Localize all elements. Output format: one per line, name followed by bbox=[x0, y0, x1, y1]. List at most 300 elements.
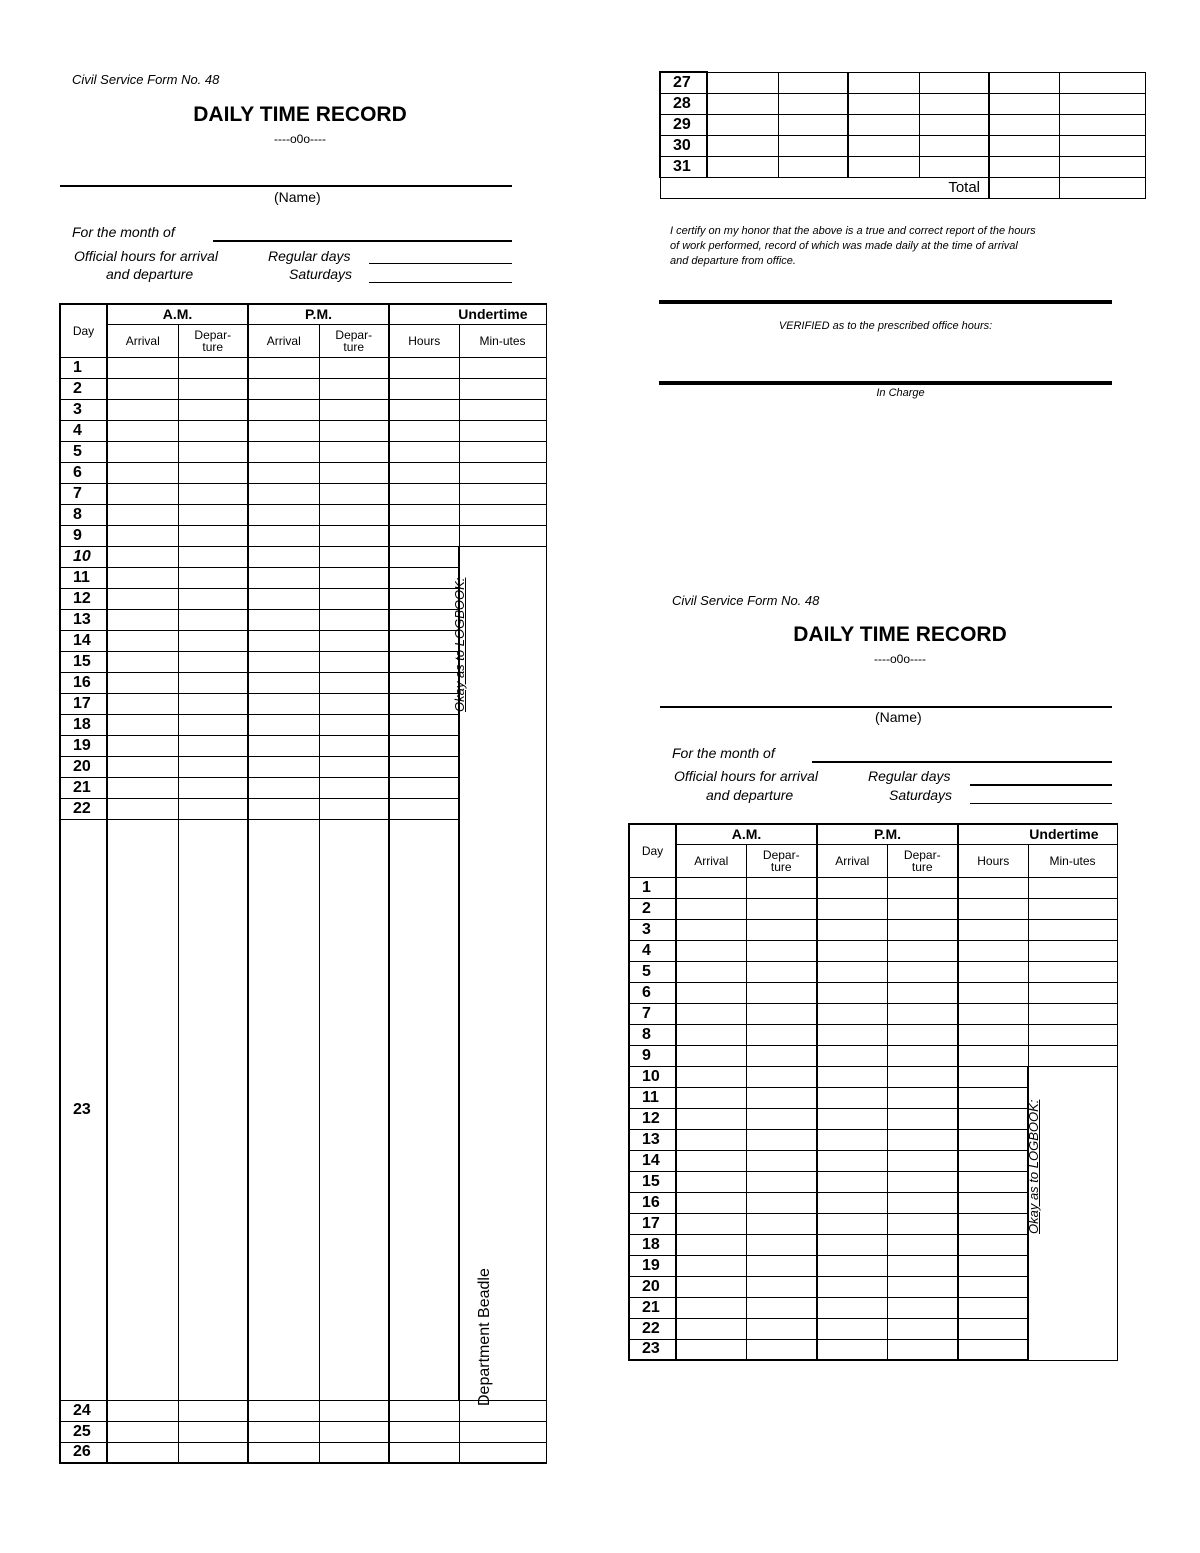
am-departure-cell[interactable] bbox=[178, 546, 248, 567]
undertime-hours-cell[interactable] bbox=[989, 114, 1059, 135]
am-arrival-cell[interactable] bbox=[676, 1024, 746, 1045]
pm-arrival-cell[interactable] bbox=[248, 609, 319, 630]
pm-departure-cell[interactable] bbox=[319, 462, 389, 483]
am-arrival-cell[interactable] bbox=[676, 1129, 746, 1150]
pm-arrival-cell[interactable] bbox=[248, 1442, 319, 1463]
pm-departure-cell[interactable] bbox=[319, 588, 389, 609]
pm-arrival-cell[interactable] bbox=[817, 1024, 887, 1045]
undertime-hours-cell[interactable] bbox=[958, 919, 1028, 940]
am-departure-cell[interactable] bbox=[178, 819, 248, 1400]
am-arrival-cell[interactable] bbox=[707, 93, 778, 114]
pm-departure-cell[interactable] bbox=[319, 777, 389, 798]
am-arrival-cell[interactable] bbox=[107, 483, 178, 504]
pm-arrival-cell[interactable] bbox=[817, 1255, 887, 1276]
pm-arrival-cell[interactable] bbox=[817, 1171, 887, 1192]
am-arrival-cell[interactable] bbox=[676, 1045, 746, 1066]
pm-arrival-cell[interactable] bbox=[248, 735, 319, 756]
undertime-hours-cell[interactable] bbox=[389, 735, 459, 756]
am-arrival-cell[interactable] bbox=[676, 919, 746, 940]
pm-arrival-cell[interactable] bbox=[817, 919, 887, 940]
undertime-hours-cell[interactable] bbox=[389, 525, 459, 546]
pm-departure-cell[interactable] bbox=[319, 714, 389, 735]
pm-arrival-cell[interactable] bbox=[248, 378, 319, 399]
pm-departure-cell[interactable] bbox=[319, 504, 389, 525]
am-departure-cell[interactable] bbox=[178, 399, 248, 420]
pm-arrival-cell[interactable] bbox=[248, 420, 319, 441]
pm-arrival-cell[interactable] bbox=[248, 525, 319, 546]
pm-departure-cell[interactable] bbox=[887, 1276, 958, 1297]
am-arrival-cell[interactable] bbox=[707, 135, 778, 156]
am-arrival-cell[interactable] bbox=[707, 114, 778, 135]
undertime-hours-cell[interactable] bbox=[958, 1045, 1028, 1066]
undertime-minutes-cell[interactable] bbox=[1028, 1045, 1117, 1066]
am-arrival-cell[interactable] bbox=[107, 735, 178, 756]
undertime-hours-cell[interactable] bbox=[958, 877, 1028, 898]
pm-departure-cell[interactable] bbox=[887, 1108, 958, 1129]
undertime-minutes-cell[interactable] bbox=[459, 504, 546, 525]
undertime-hours-cell[interactable] bbox=[989, 72, 1059, 93]
am-arrival-cell[interactable] bbox=[676, 1108, 746, 1129]
in-charge-label: In Charge bbox=[876, 387, 925, 399]
pm-departure-cell[interactable] bbox=[887, 919, 958, 940]
undertime-hours-cell[interactable] bbox=[389, 672, 459, 693]
pm-departure-cell[interactable] bbox=[887, 1171, 958, 1192]
undertime-hours-cell[interactable] bbox=[389, 777, 459, 798]
am-departure-cell[interactable] bbox=[746, 1276, 817, 1297]
am-departure-cell[interactable] bbox=[746, 940, 817, 961]
undertime-hours-cell[interactable] bbox=[389, 441, 459, 462]
pm-departure-cell[interactable] bbox=[319, 672, 389, 693]
pm-departure-cell[interactable] bbox=[319, 399, 389, 420]
pm-departure-cell[interactable] bbox=[319, 651, 389, 672]
undertime-hours-cell[interactable] bbox=[958, 1087, 1028, 1108]
am-departure-cell[interactable] bbox=[746, 1318, 817, 1339]
am-departure-cell[interactable] bbox=[746, 1108, 817, 1129]
undertime-minutes-cell[interactable] bbox=[1028, 1003, 1117, 1024]
am-departure-cell[interactable] bbox=[178, 504, 248, 525]
am-arrival-cell[interactable] bbox=[107, 777, 178, 798]
am-departure-cell[interactable] bbox=[178, 378, 248, 399]
pm-arrival-cell[interactable] bbox=[817, 1087, 887, 1108]
undertime-hours-cell[interactable] bbox=[958, 1255, 1028, 1276]
undertime-minutes-cell[interactable] bbox=[459, 1442, 546, 1463]
pm-departure-cell[interactable] bbox=[919, 72, 989, 93]
pm-arrival-cell[interactable] bbox=[817, 898, 887, 919]
am-arrival-cell[interactable] bbox=[676, 1318, 746, 1339]
am-arrival-cell[interactable] bbox=[107, 420, 178, 441]
pm-departure-cell[interactable] bbox=[319, 378, 389, 399]
undertime-minutes-cell[interactable] bbox=[1028, 940, 1117, 961]
am-arrival-cell[interactable] bbox=[676, 877, 746, 898]
pm-departure-cell[interactable] bbox=[319, 630, 389, 651]
am-departure-cell[interactable] bbox=[178, 483, 248, 504]
undertime-minutes-cell[interactable] bbox=[1059, 72, 1145, 93]
am-arrival-cell[interactable] bbox=[107, 651, 178, 672]
am-arrival-cell[interactable] bbox=[707, 156, 778, 177]
am-arrival-cell[interactable] bbox=[107, 357, 178, 378]
pm-arrival-cell[interactable] bbox=[248, 462, 319, 483]
am-departure-cell[interactable] bbox=[746, 1213, 817, 1234]
undertime-hours-cell[interactable] bbox=[958, 898, 1028, 919]
am-arrival-cell[interactable] bbox=[676, 1003, 746, 1024]
undertime-hours-cell[interactable] bbox=[389, 714, 459, 735]
pm-departure-cell[interactable] bbox=[887, 1087, 958, 1108]
pm-departure-cell[interactable] bbox=[887, 1192, 958, 1213]
undertime-minutes-cell[interactable] bbox=[1028, 919, 1117, 940]
undertime-hours-cell[interactable] bbox=[389, 609, 459, 630]
am-departure-cell[interactable] bbox=[178, 630, 248, 651]
pm-departure-cell[interactable] bbox=[887, 1255, 958, 1276]
undertime-hours-cell[interactable] bbox=[389, 693, 459, 714]
am-departure-cell[interactable] bbox=[178, 798, 248, 819]
pm-departure-cell[interactable] bbox=[919, 93, 989, 114]
pm-arrival-cell[interactable] bbox=[817, 1276, 887, 1297]
pm-departure-cell[interactable] bbox=[319, 756, 389, 777]
undertime-hours-cell[interactable] bbox=[958, 1024, 1028, 1045]
undertime-minutes-cell[interactable] bbox=[459, 441, 546, 462]
am-arrival-cell[interactable] bbox=[707, 72, 778, 93]
undertime-hours-cell[interactable] bbox=[958, 1066, 1028, 1087]
am-departure-cell[interactable] bbox=[178, 588, 248, 609]
pm-departure-cell[interactable] bbox=[319, 567, 389, 588]
am-departure-cell[interactable] bbox=[746, 961, 817, 982]
undertime-hours-cell[interactable] bbox=[958, 1171, 1028, 1192]
am-departure-cell[interactable] bbox=[178, 756, 248, 777]
undertime-hours-cell[interactable] bbox=[389, 483, 459, 504]
pm-departure-cell[interactable] bbox=[887, 1024, 958, 1045]
pm-arrival-cell[interactable] bbox=[817, 961, 887, 982]
am-arrival-cell[interactable] bbox=[107, 756, 178, 777]
pm-departure-cell[interactable] bbox=[319, 525, 389, 546]
pm-arrival-cell[interactable] bbox=[817, 1339, 887, 1360]
pm-arrival-cell[interactable] bbox=[817, 1066, 887, 1087]
undertime-minutes-cell[interactable] bbox=[1028, 961, 1117, 982]
am-departure-cell[interactable] bbox=[178, 462, 248, 483]
pm-arrival-cell[interactable] bbox=[248, 483, 319, 504]
undertime-hours-cell[interactable] bbox=[389, 630, 459, 651]
am-departure-cell[interactable] bbox=[746, 1066, 817, 1087]
am-departure-cell[interactable] bbox=[178, 672, 248, 693]
undertime-hours-cell[interactable] bbox=[389, 462, 459, 483]
am-arrival-cell[interactable] bbox=[107, 546, 178, 567]
am-departure-cell[interactable] bbox=[746, 1150, 817, 1171]
am-arrival-cell[interactable] bbox=[676, 1234, 746, 1255]
pm-departure-cell[interactable] bbox=[887, 1150, 958, 1171]
pm-arrival-cell[interactable] bbox=[817, 1150, 887, 1171]
pm-departure-cell[interactable] bbox=[887, 940, 958, 961]
am-arrival-cell[interactable] bbox=[107, 693, 178, 714]
am-arrival-cell[interactable] bbox=[107, 441, 178, 462]
undertime-hours-cell[interactable] bbox=[389, 567, 459, 588]
undertime-hours-cell[interactable] bbox=[389, 1442, 459, 1463]
undertime-minutes-cell[interactable] bbox=[459, 420, 546, 441]
am-arrival-cell[interactable] bbox=[107, 1421, 178, 1442]
undertime-hours-cell[interactable] bbox=[389, 588, 459, 609]
pm-departure-cell[interactable] bbox=[887, 982, 958, 1003]
pm-arrival-cell[interactable] bbox=[248, 714, 319, 735]
pm-arrival-cell[interactable] bbox=[248, 546, 319, 567]
am-arrival-cell[interactable] bbox=[676, 1066, 746, 1087]
undertime-hours-cell[interactable] bbox=[958, 1108, 1028, 1129]
undertime-hours-cell[interactable] bbox=[958, 1339, 1028, 1360]
am-departure-cell[interactable] bbox=[746, 1003, 817, 1024]
pm-arrival-cell[interactable] bbox=[848, 93, 919, 114]
am-arrival-cell[interactable] bbox=[107, 609, 178, 630]
undertime-hours-cell[interactable] bbox=[389, 756, 459, 777]
am-departure-cell[interactable] bbox=[178, 357, 248, 378]
undertime-hours-cell[interactable] bbox=[389, 1400, 459, 1421]
pm-departure-cell[interactable] bbox=[919, 135, 989, 156]
am-arrival-cell[interactable] bbox=[107, 672, 178, 693]
pm-arrival-cell[interactable] bbox=[248, 357, 319, 378]
pm-arrival-cell[interactable] bbox=[817, 1297, 887, 1318]
pm-arrival-cell[interactable] bbox=[817, 982, 887, 1003]
pm-departure-cell[interactable] bbox=[319, 420, 389, 441]
am-departure-cell[interactable] bbox=[746, 1255, 817, 1276]
am-arrival-cell[interactable] bbox=[676, 1339, 746, 1360]
undertime-hours-cell[interactable] bbox=[958, 1234, 1028, 1255]
pm-arrival-cell[interactable] bbox=[817, 1234, 887, 1255]
undertime-hours-cell[interactable] bbox=[958, 1276, 1028, 1297]
am-departure-cell[interactable] bbox=[778, 156, 848, 177]
am-departure-cell[interactable] bbox=[746, 1297, 817, 1318]
am-arrival-cell[interactable] bbox=[107, 798, 178, 819]
pm-arrival-cell[interactable] bbox=[817, 1192, 887, 1213]
pm-departure-cell[interactable] bbox=[887, 1339, 958, 1360]
pm-departure-cell[interactable] bbox=[887, 1213, 958, 1234]
undertime-hours-cell[interactable] bbox=[389, 651, 459, 672]
undertime-hours-cell[interactable] bbox=[989, 135, 1059, 156]
pm-arrival-cell[interactable] bbox=[248, 567, 319, 588]
am-departure-cell[interactable] bbox=[178, 441, 248, 462]
undertime-minutes-cell[interactable] bbox=[1059, 93, 1145, 114]
undertime-minutes-cell[interactable] bbox=[459, 399, 546, 420]
pm-arrival-cell[interactable] bbox=[817, 1318, 887, 1339]
pm-departure-cell[interactable] bbox=[887, 877, 958, 898]
undertime-minutes-cell[interactable] bbox=[1028, 898, 1117, 919]
am-arrival-cell[interactable] bbox=[107, 714, 178, 735]
undertime-hours-cell[interactable] bbox=[958, 1213, 1028, 1234]
pm-arrival-cell[interactable] bbox=[248, 672, 319, 693]
am-departure-cell[interactable] bbox=[778, 93, 848, 114]
am-departure-cell[interactable] bbox=[178, 1421, 248, 1442]
pm-departure-cell[interactable] bbox=[319, 735, 389, 756]
am-departure-cell[interactable] bbox=[746, 1024, 817, 1045]
pm-departure-cell[interactable] bbox=[319, 357, 389, 378]
undertime-minutes-cell[interactable] bbox=[459, 462, 546, 483]
am-arrival-cell[interactable] bbox=[676, 1192, 746, 1213]
am-departure-cell[interactable] bbox=[178, 1400, 248, 1421]
undertime-minutes-cell[interactable] bbox=[1059, 135, 1145, 156]
undertime-minutes-cell[interactable] bbox=[1059, 156, 1145, 177]
am-arrival-cell[interactable] bbox=[107, 1400, 178, 1421]
pm-arrival-cell[interactable] bbox=[817, 1129, 887, 1150]
pm-arrival-cell[interactable] bbox=[248, 441, 319, 462]
undertime-minutes-cell[interactable] bbox=[459, 525, 546, 546]
undertime-hours-cell[interactable] bbox=[958, 1003, 1028, 1024]
pm-departure-cell[interactable] bbox=[319, 546, 389, 567]
am-arrival-cell[interactable] bbox=[107, 819, 178, 1400]
am-arrival-cell[interactable] bbox=[107, 378, 178, 399]
undertime-minutes-cell[interactable] bbox=[1028, 1024, 1117, 1045]
am-arrival-cell[interactable] bbox=[107, 567, 178, 588]
pm-departure-cell[interactable] bbox=[887, 1129, 958, 1150]
undertime-hours-cell[interactable] bbox=[389, 798, 459, 819]
undertime-hours-cell[interactable] bbox=[958, 1150, 1028, 1171]
pm-arrival-cell[interactable] bbox=[248, 1400, 319, 1421]
pm-departure-cell[interactable] bbox=[887, 1066, 958, 1087]
undertime-minutes-cell[interactable] bbox=[1028, 982, 1117, 1003]
am-departure-cell[interactable] bbox=[746, 919, 817, 940]
am-departure-cell[interactable] bbox=[746, 898, 817, 919]
undertime-hours-cell[interactable] bbox=[389, 420, 459, 441]
pm-arrival-cell[interactable] bbox=[248, 756, 319, 777]
undertime-hours-cell[interactable] bbox=[389, 378, 459, 399]
am-departure-cell[interactable] bbox=[778, 135, 848, 156]
am-departure-cell[interactable] bbox=[178, 525, 248, 546]
am-departure-cell[interactable] bbox=[746, 1045, 817, 1066]
undertime-hours-cell[interactable] bbox=[389, 1421, 459, 1442]
pm-arrival-cell[interactable] bbox=[248, 777, 319, 798]
pm-departure-cell[interactable] bbox=[319, 609, 389, 630]
pm-arrival-cell[interactable] bbox=[248, 651, 319, 672]
am-departure-cell[interactable] bbox=[178, 777, 248, 798]
pm-departure-cell[interactable] bbox=[887, 961, 958, 982]
pm-departure-cell[interactable] bbox=[319, 483, 389, 504]
pm-arrival-cell[interactable] bbox=[248, 693, 319, 714]
undertime-hours-cell[interactable] bbox=[958, 1192, 1028, 1213]
am-arrival-cell[interactable] bbox=[107, 525, 178, 546]
pm-arrival-cell[interactable] bbox=[848, 72, 919, 93]
am-arrival-cell[interactable] bbox=[676, 1276, 746, 1297]
pm-arrival-cell[interactable] bbox=[817, 1003, 887, 1024]
am-arrival-cell[interactable] bbox=[676, 1255, 746, 1276]
pm-departure-cell[interactable] bbox=[887, 1297, 958, 1318]
am-departure-cell[interactable] bbox=[178, 609, 248, 630]
undertime-minutes-cell[interactable] bbox=[459, 378, 546, 399]
undertime-minutes-cell[interactable] bbox=[1028, 877, 1117, 898]
am-departure-cell[interactable] bbox=[746, 1129, 817, 1150]
am-departure-cell[interactable] bbox=[746, 1171, 817, 1192]
am-departure-cell[interactable] bbox=[778, 114, 848, 135]
undertime-hours-cell[interactable] bbox=[958, 1318, 1028, 1339]
am-arrival-cell[interactable] bbox=[107, 399, 178, 420]
am-departure-cell[interactable] bbox=[178, 651, 248, 672]
am-arrival-cell[interactable] bbox=[676, 982, 746, 1003]
pm-departure-cell[interactable] bbox=[887, 1003, 958, 1024]
am-arrival-cell[interactable] bbox=[676, 940, 746, 961]
undertime-hours-cell[interactable] bbox=[389, 819, 459, 1400]
total-hours-cell[interactable] bbox=[989, 177, 1059, 198]
undertime-hours-cell[interactable] bbox=[989, 156, 1059, 177]
pm-arrival-cell[interactable] bbox=[248, 399, 319, 420]
pm-arrival-cell[interactable] bbox=[817, 877, 887, 898]
am-arrival-cell[interactable] bbox=[676, 898, 746, 919]
undertime-hours-cell[interactable] bbox=[958, 940, 1028, 961]
pm-arrival-cell[interactable] bbox=[848, 135, 919, 156]
am-departure-cell[interactable] bbox=[178, 714, 248, 735]
pm-arrival-cell[interactable] bbox=[848, 156, 919, 177]
am-arrival-cell[interactable] bbox=[676, 1297, 746, 1318]
am-departure-cell[interactable] bbox=[746, 1087, 817, 1108]
pm-departure-cell[interactable] bbox=[919, 156, 989, 177]
undertime-hours-cell[interactable] bbox=[958, 961, 1028, 982]
am-arrival-cell[interactable] bbox=[676, 961, 746, 982]
pm-departure-cell[interactable] bbox=[319, 1400, 389, 1421]
undertime-minutes-cell[interactable] bbox=[459, 483, 546, 504]
undertime-hours-cell[interactable] bbox=[989, 93, 1059, 114]
pm-departure-cell[interactable] bbox=[919, 114, 989, 135]
undertime-minutes-cell[interactable] bbox=[1059, 114, 1145, 135]
am-departure-cell[interactable] bbox=[746, 877, 817, 898]
pm-arrival-cell[interactable] bbox=[248, 1421, 319, 1442]
am-departure-cell[interactable] bbox=[178, 1442, 248, 1463]
am-departure-cell[interactable] bbox=[178, 420, 248, 441]
am-arrival-cell[interactable] bbox=[676, 1150, 746, 1171]
am-arrival-cell[interactable] bbox=[676, 1213, 746, 1234]
undertime-hours-cell[interactable] bbox=[389, 357, 459, 378]
am-arrival-cell[interactable] bbox=[107, 504, 178, 525]
pm-arrival-cell[interactable] bbox=[817, 940, 887, 961]
am-departure-cell[interactable] bbox=[746, 982, 817, 1003]
am-departure-cell[interactable] bbox=[178, 567, 248, 588]
undertime-hours-cell[interactable] bbox=[958, 982, 1028, 1003]
am-departure-cell[interactable] bbox=[178, 693, 248, 714]
undertime-hours-cell[interactable] bbox=[389, 546, 459, 567]
pm-departure-cell[interactable] bbox=[887, 898, 958, 919]
pm-arrival-cell[interactable] bbox=[817, 1213, 887, 1234]
am-departure-cell[interactable] bbox=[746, 1234, 817, 1255]
total-minutes-cell[interactable] bbox=[1059, 177, 1145, 198]
pm-departure-cell[interactable] bbox=[319, 819, 389, 1400]
pm-departure-cell[interactable] bbox=[319, 1421, 389, 1442]
am-departure-cell[interactable] bbox=[746, 1192, 817, 1213]
pm-departure-cell[interactable] bbox=[319, 441, 389, 462]
pm-departure-cell[interactable] bbox=[887, 1234, 958, 1255]
am-arrival-cell[interactable] bbox=[107, 630, 178, 651]
pm-arrival-cell[interactable] bbox=[248, 798, 319, 819]
undertime-hours-cell[interactable] bbox=[958, 1297, 1028, 1318]
pm-arrival-cell[interactable] bbox=[248, 588, 319, 609]
am-arrival-cell[interactable] bbox=[107, 462, 178, 483]
pm-departure-cell[interactable] bbox=[319, 693, 389, 714]
undertime-minutes-cell[interactable] bbox=[459, 1400, 546, 1421]
undertime-hours-cell[interactable] bbox=[958, 1129, 1028, 1150]
am-arrival-cell[interactable] bbox=[107, 1442, 178, 1463]
departure-header-line2: ture bbox=[770, 859, 792, 874]
pm-departure-cell[interactable] bbox=[887, 1045, 958, 1066]
pm-arrival-cell[interactable] bbox=[817, 1045, 887, 1066]
undertime-minutes-cell[interactable] bbox=[459, 1421, 546, 1442]
pm-arrival-cell[interactable] bbox=[817, 1108, 887, 1129]
am-departure-cell[interactable] bbox=[746, 1339, 817, 1360]
pm-departure-cell[interactable] bbox=[887, 1318, 958, 1339]
pm-arrival-cell[interactable] bbox=[248, 630, 319, 651]
undertime-hours-cell[interactable] bbox=[389, 504, 459, 525]
am-departure-cell[interactable] bbox=[778, 72, 848, 93]
pm-departure-cell[interactable] bbox=[319, 1442, 389, 1463]
am-departure-cell[interactable] bbox=[178, 735, 248, 756]
am-arrival-cell[interactable] bbox=[676, 1087, 746, 1108]
pm-arrival-cell[interactable] bbox=[848, 114, 919, 135]
am-arrival-cell[interactable] bbox=[107, 588, 178, 609]
pm-departure-cell[interactable] bbox=[319, 798, 389, 819]
undertime-hours-cell[interactable] bbox=[389, 399, 459, 420]
undertime-minutes-cell[interactable] bbox=[459, 357, 546, 378]
pm-arrival-cell[interactable] bbox=[248, 504, 319, 525]
am-arrival-cell[interactable] bbox=[676, 1171, 746, 1192]
pm-arrival-cell[interactable] bbox=[248, 819, 319, 1400]
